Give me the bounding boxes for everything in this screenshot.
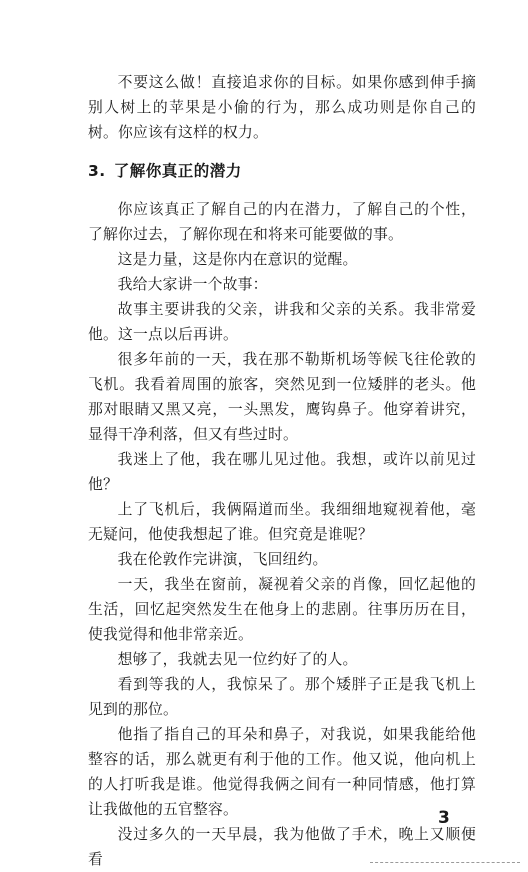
paragraph: 我给大家讲一个故事： [117,276,268,293]
paragraph: 看到等我的人，我惊呆了。那个矮胖子正是我飞机上见到的那位。 [88,676,476,718]
paragraph: 我迷上了他，我在哪儿见过他。我想，或许以前见过他？ [88,451,476,493]
paragraph: 故事主要讲我的父亲，讲我和父亲的关系。我非常爱他。这一点以后再讲。 [88,301,476,343]
section-title: 了解你真正的潜力 [113,162,242,180]
paragraph: 想够了，我就去见一位约好了的人。 [117,651,358,668]
section-heading [88,160,476,182]
section-number: 3. [88,162,106,180]
paragraph: 一天，我坐在窗前，凝视着父亲的肖像，回忆起他的生活，回忆起突然发生在他身上的悲剧。往事历历在目，使我觉得和他非常亲近。 [88,576,476,643]
page-number: 3 [438,808,450,828]
paragraph: 你应该真正了解自己的内在潜力，了解自己的个性，了解你过去，了解你现在和将来可能要做的事。 [88,201,476,243]
paragraph: 很多年前的一天，我在那不勒斯机场等候飞往伦敦的飞机。我看着周围的旅客，突然见到一位矮胖的老头。他那对眼睛又黑又亮，一头黑发，鹰钩鼻子。他穿着讲究，显得干净利落，但又有些过时。 [88,351,476,443]
paragraph: 上了飞机后，我俩隔道而坐。我细细地窥视着他，毫无疑问，他使我想起了谁。但究竟是谁呢？ [88,501,476,543]
paragraph: 这是力量，这是你内在意识的觉醒。 [117,251,358,268]
paragraph: 我在伦敦作完讲演，飞回纽约。 [117,551,328,568]
body-text [88,70,476,872]
paragraph: 不要这么做！直接追求你的目标。如果你感到伸手摘别人树上的苹果是小偷的行为，那么成功则是你自己的树。你应该有这样的权力。 [88,74,476,141]
paragraph: 他指了指自己的耳朵和鼻子，对我说，如果我能给他整容的话，那么就更有利于他的工作。他又说，他向机上的人打听我是谁。他觉得我俩之间有一种同情感，他打算让我做他的五官整容。 [88,726,476,818]
bottom-edge-divider [370,862,520,863]
paragraph: 没过多久的一天早晨，我为他做了手术，晚上又顺便看 [88,826,476,868]
